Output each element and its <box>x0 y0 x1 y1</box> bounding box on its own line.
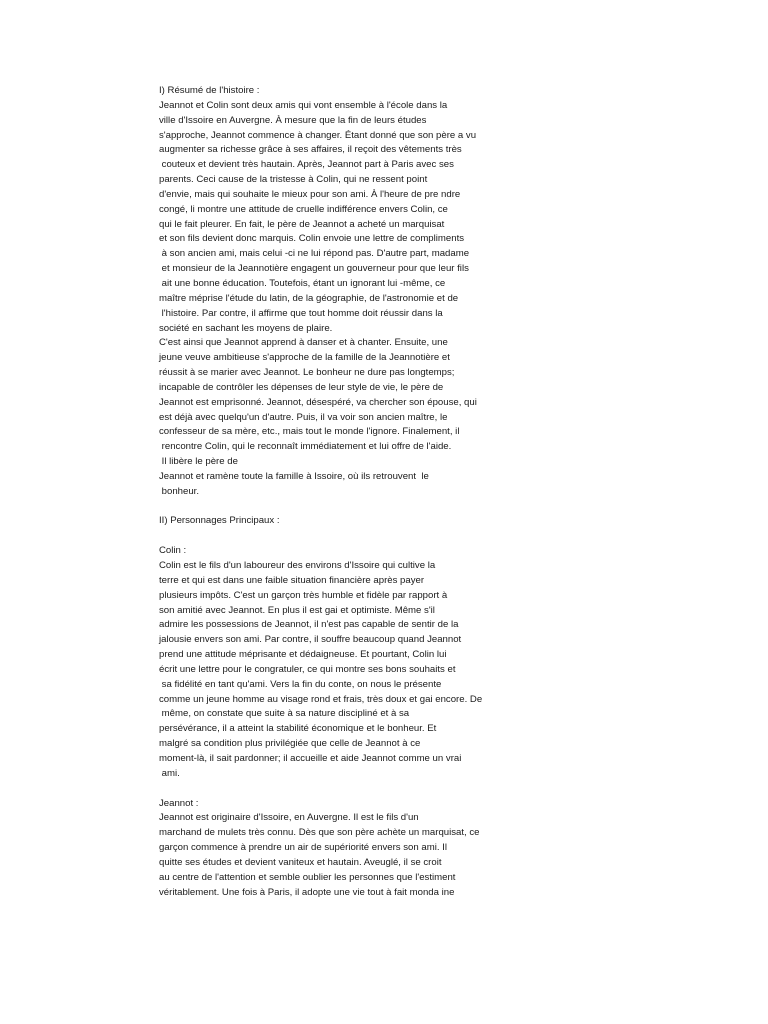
text-line: maître méprise l'étude du latin, de la géographie, de l'astronomie et de <box>159 292 459 304</box>
text-line: s'approche, Jeannot commence à changer. Étant donné que son père a vu <box>159 129 477 141</box>
text-line: admire les possessions de Jeannot, il n'est pas capable de sentir de la <box>159 619 459 631</box>
text-line: couteux et devient très hautain. Après, Jeannot part à Paris avec ses <box>159 159 454 171</box>
colin-paragraph <box>159 559 539 782</box>
text-line: marchand de mulets très connu. Dès que son père achète un marquisat, ce <box>159 827 480 839</box>
text-line: Jeannot et Colin sont deux amis qui vont ensemble à l'école dans la <box>159 99 448 111</box>
text-line: rencontre Colin, qui le reconnaît immédiatement et lui offre de l'aide. <box>159 441 452 453</box>
text-line: confesseur de sa mère, etc., mais tout le monde l'ignore. Finalement, il <box>159 426 460 438</box>
text-line: ami. <box>159 767 180 779</box>
text-line: parents. Ceci cause de la tristesse à Colin, qui ne ressent point <box>159 174 428 186</box>
text-line: à son ancien ami, mais celui -ci ne lui répond pas. D'autre part, madame <box>159 248 470 260</box>
text-line: moment-là, il sait pardonner; il accueille et aide Jeannot comme un vrai <box>159 752 462 764</box>
text-line: Jeannot est emprisonné. Jeannot, désespéré, va chercher son épouse, qui <box>159 396 477 408</box>
text-line: prend une attitude méprisante et dédaigneuse. Et pourtant, Colin lui <box>159 649 447 661</box>
text-line: même, on constate que suite à sa nature discipliné et à sa <box>159 708 410 720</box>
text-line: jalousie envers son ami. Par contre, il souffre beaucoup quand Jeannot <box>159 634 462 646</box>
text-line: société en sachant les moyens de plaire. <box>159 322 333 334</box>
text-line: bonheur. <box>159 485 200 497</box>
text-line: augmenter sa richesse grâce à ses affaires, il reçoit des vêtements très <box>159 144 462 156</box>
text-line: Jeannot est originaire d'Issoire, en Auvergne. Il est le fils d'un <box>159 812 419 824</box>
text-line: quitte ses études et devient vaniteux et hautain. Aveuglé, il se croit <box>159 856 442 868</box>
text-line: terre et qui est dans une faible situation financière après payer <box>159 574 425 586</box>
text-line: est déjà avec quelqu'un d'autre. Puis, il va voir son ancien maître, le <box>159 411 448 423</box>
text-line: garçon commence à prendre un air de supériorité envers son ami. Il <box>159 842 447 854</box>
text-line: C'est ainsi que Jeannot apprend à danser et à chanter. Ensuite, une <box>159 337 448 349</box>
text-line: Jeannot et ramène toute la famille à Issoire, où ils retrouvent le <box>159 470 429 482</box>
text-line: incapable de contrôler les dépenses de leur style de vie, le père de <box>159 381 444 393</box>
text-line: persévérance, il a atteint la stabilité économique et le bonheur. Et <box>159 723 437 735</box>
text-line: comme un jeune homme au visage rond et frais, très doux et gai encore. De <box>159 693 483 705</box>
text-line: au centre de l'attention et semble oublier les personnes que l'estiment <box>159 871 456 883</box>
text-line: malgré sa condition plus privilégiée que celle de Jeannot à ce <box>159 738 421 750</box>
document-body <box>159 84 539 900</box>
text-line: qui le fait pleurer. En fait, le père de Jeannot a acheté un marquisat <box>159 218 445 230</box>
resume-paragraph <box>159 99 539 500</box>
spacer <box>159 529 539 544</box>
character-heading-colin: Colin : <box>159 545 187 557</box>
text-line: ville d'Issoire en Auvergne. À mesure que la fin de leurs études <box>159 114 427 126</box>
text-line: et monsieur de la Jeannotière engagent un gouverneur pour que leur fils <box>159 263 469 275</box>
section-title-personnages: II) Personnages Principaux : <box>159 515 280 527</box>
character-heading-jeannot: Jeannot : <box>159 797 199 809</box>
text-line: et son fils devient donc marquis. Colin envoie une lettre de compliments <box>159 233 465 245</box>
jeannot-paragraph <box>159 811 539 900</box>
text-line: l'histoire. Par contre, il affirme que tout homme doit réussir dans la <box>159 307 443 319</box>
spacer <box>159 782 539 797</box>
text-line: véritablement. Une fois à Paris, il adopte une vie tout à fait monda ine <box>159 886 455 898</box>
text-line: écrit une lettre pour le congratuler, ce qui montre ses bons souhaits et <box>159 663 456 675</box>
text-line: ait une bonne éducation. Toutefois, étant un ignorant lui -même, ce <box>159 277 446 289</box>
section-title-resume: I) Résumé de l'histoire : <box>159 85 260 96</box>
text-line: Il libère le père de <box>159 456 238 468</box>
text-line: plusieurs impôts. C'est un garçon très humble et fidèle par rapport à <box>159 589 448 601</box>
text-line: réussit à se marier avec Jeannot. Le bonheur ne dure pas longtemps; <box>159 367 455 379</box>
text-line: congé, li montre une attitude de cruelle indifférence envers Colin, ce <box>159 203 448 215</box>
text-line: jeune veuve ambitieuse s'approche de la famille de la Jeannotière et <box>159 352 450 364</box>
spacer <box>159 500 539 515</box>
text-line: d'envie, mais qui souhaite le mieux pour son ami. À l'heure de pre ndre <box>159 188 461 200</box>
text-line: son amitié avec Jeannot. En plus il est gai et optimiste. Même s'il <box>159 604 435 616</box>
text-line: sa fidélité en tant qu'ami. Vers la fin du conte, on nous le présente <box>159 678 442 690</box>
text-line: Colin est le fils d'un laboureur des environs d'Issoire qui cultive la <box>159 560 436 571</box>
